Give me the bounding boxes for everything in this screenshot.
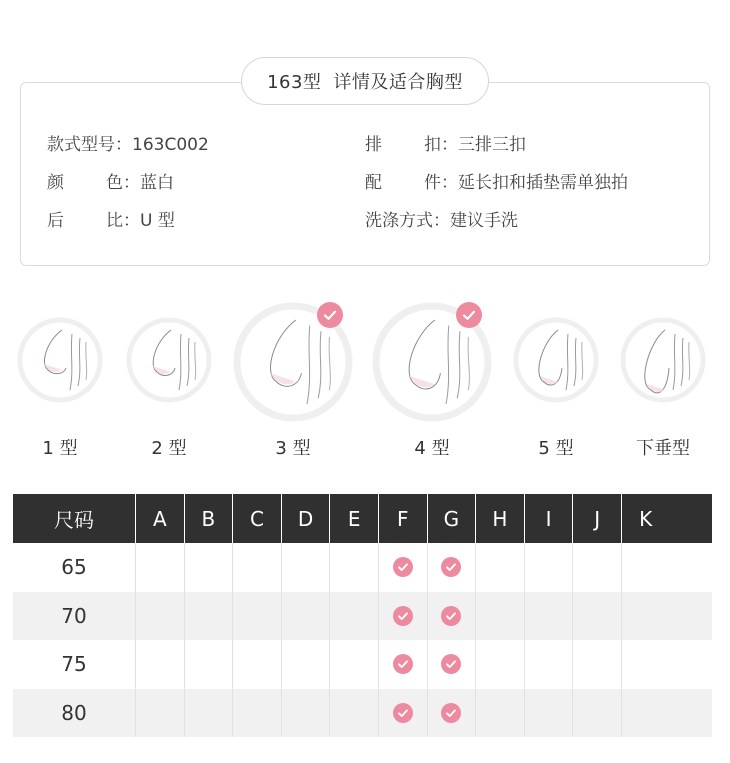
table-row (13, 689, 712, 738)
size-cell-80j (572, 689, 621, 738)
size-cell-65a (135, 543, 184, 592)
available-check-icon (393, 703, 413, 723)
size-cell-75d (281, 640, 330, 689)
available-check-icon (441, 606, 461, 626)
shape-figure-1 (16, 316, 104, 404)
size-cell-80d (281, 689, 330, 738)
size-cell-75g (427, 640, 476, 689)
size-table (13, 494, 712, 737)
spec-color-value: 蓝白 (140, 173, 174, 193)
recommended-check-icon (317, 302, 343, 328)
size-cell-70i (524, 592, 573, 641)
spec-parts: 配 件 ： 延长扣和插垫需单独拍 (365, 173, 628, 193)
size-cell-65k (621, 543, 670, 592)
size-cell-70a (135, 592, 184, 641)
model-code: 163型 (267, 72, 322, 93)
size-cell-80f (378, 689, 427, 738)
cup-header-d: D (281, 494, 330, 543)
size-cell-70d (281, 592, 330, 641)
available-check-icon (441, 703, 461, 723)
cup-header-e: E (329, 494, 378, 543)
band-size: 75 (61, 652, 87, 677)
detail-title: 详情及适合胸型 (333, 72, 463, 93)
size-cell-65d (281, 543, 330, 592)
cup-header-f: F (378, 494, 427, 543)
shape-label: 4 型 (414, 438, 450, 459)
size-cell-75k (621, 640, 670, 689)
shape-figure-2 (125, 316, 213, 404)
size-cell-70b (184, 592, 233, 641)
available-check-icon (393, 557, 413, 577)
size-cell-65c (232, 543, 281, 592)
size-cell-70e (329, 592, 378, 641)
size-cell-70h (475, 592, 524, 641)
size-cell-80g (427, 689, 476, 738)
size-cell-75i (524, 640, 573, 689)
shape-label: 1 型 (42, 438, 78, 459)
size-cell-65b (184, 543, 233, 592)
available-check-icon (393, 606, 413, 626)
size-cell-80h (475, 689, 524, 738)
size-table-header (13, 494, 712, 543)
shape-label: 3 型 (275, 438, 311, 459)
size-cell-75a (135, 640, 184, 689)
size-cell-70j (572, 592, 621, 641)
band-size: 65 (61, 555, 87, 580)
spec-hooks: 排 扣 ： 三排三扣 (365, 135, 526, 155)
shape-label: 下垂型 (636, 438, 690, 459)
size-cell-75h (475, 640, 524, 689)
spec-wash-value: 建议手洗 (450, 211, 518, 231)
size-cell-75f (378, 640, 427, 689)
size-cell-65g (427, 543, 476, 592)
spec-back-value: U 型 (140, 211, 175, 231)
spec-color: 颜 色 ： 蓝白 (47, 173, 174, 193)
shape-figure-5 (512, 316, 600, 404)
spec-parts-value: 延长扣和插垫需单独拍 (458, 173, 628, 193)
spec-wash: 洗涤方式 ： 建议手洗 (365, 211, 518, 231)
size-cell-65h (475, 543, 524, 592)
size-cell-80i (524, 689, 573, 738)
size-cell-80b (184, 689, 233, 738)
spec-model: 款式型号 ： 163C002 (47, 135, 209, 155)
band-size: 70 (61, 603, 87, 628)
size-cell-75e (329, 640, 378, 689)
cup-header-c: C (232, 494, 281, 543)
recommended-check-icon (456, 302, 482, 328)
shape-label: 2 型 (151, 438, 187, 459)
size-cell-70k (621, 592, 670, 641)
cup-header-a: A (135, 494, 184, 543)
size-cell-65j (572, 543, 621, 592)
cup-header-g: G (427, 494, 476, 543)
cup-header-j: J (572, 494, 621, 543)
size-cell-80c (232, 689, 281, 738)
size-header-label: 尺码 (54, 508, 94, 532)
detail-title-pill (241, 57, 489, 105)
table-row (13, 592, 712, 641)
band-size: 80 (61, 700, 87, 725)
cup-header-b: B (184, 494, 233, 543)
available-check-icon (441, 557, 461, 577)
size-cell-80a (135, 689, 184, 738)
size-cell-75b (184, 640, 233, 689)
size-cell-70c (232, 592, 281, 641)
cup-header-h: H (475, 494, 524, 543)
shape-label: 5 型 (538, 438, 574, 459)
size-cell-75j (572, 640, 621, 689)
size-cell-70f (378, 592, 427, 641)
available-check-icon (393, 654, 413, 674)
size-cell-80k (621, 689, 670, 738)
table-row (13, 640, 712, 689)
cup-header-k: K (621, 494, 670, 543)
size-cell-65e (329, 543, 378, 592)
spec-hooks-value: 三排三扣 (458, 135, 526, 155)
shape-figure-6 (619, 316, 707, 404)
table-row (13, 543, 712, 592)
size-cell-80e (329, 689, 378, 738)
size-cell-70g (427, 592, 476, 641)
available-check-icon (441, 654, 461, 674)
cup-header-i: I (524, 494, 573, 543)
spec-model-value: 163C002 (132, 135, 209, 155)
size-cell-65i (524, 543, 573, 592)
size-cell-75c (232, 640, 281, 689)
size-cell-65f (378, 543, 427, 592)
spec-back: 后 比 ： U 型 (47, 211, 175, 231)
